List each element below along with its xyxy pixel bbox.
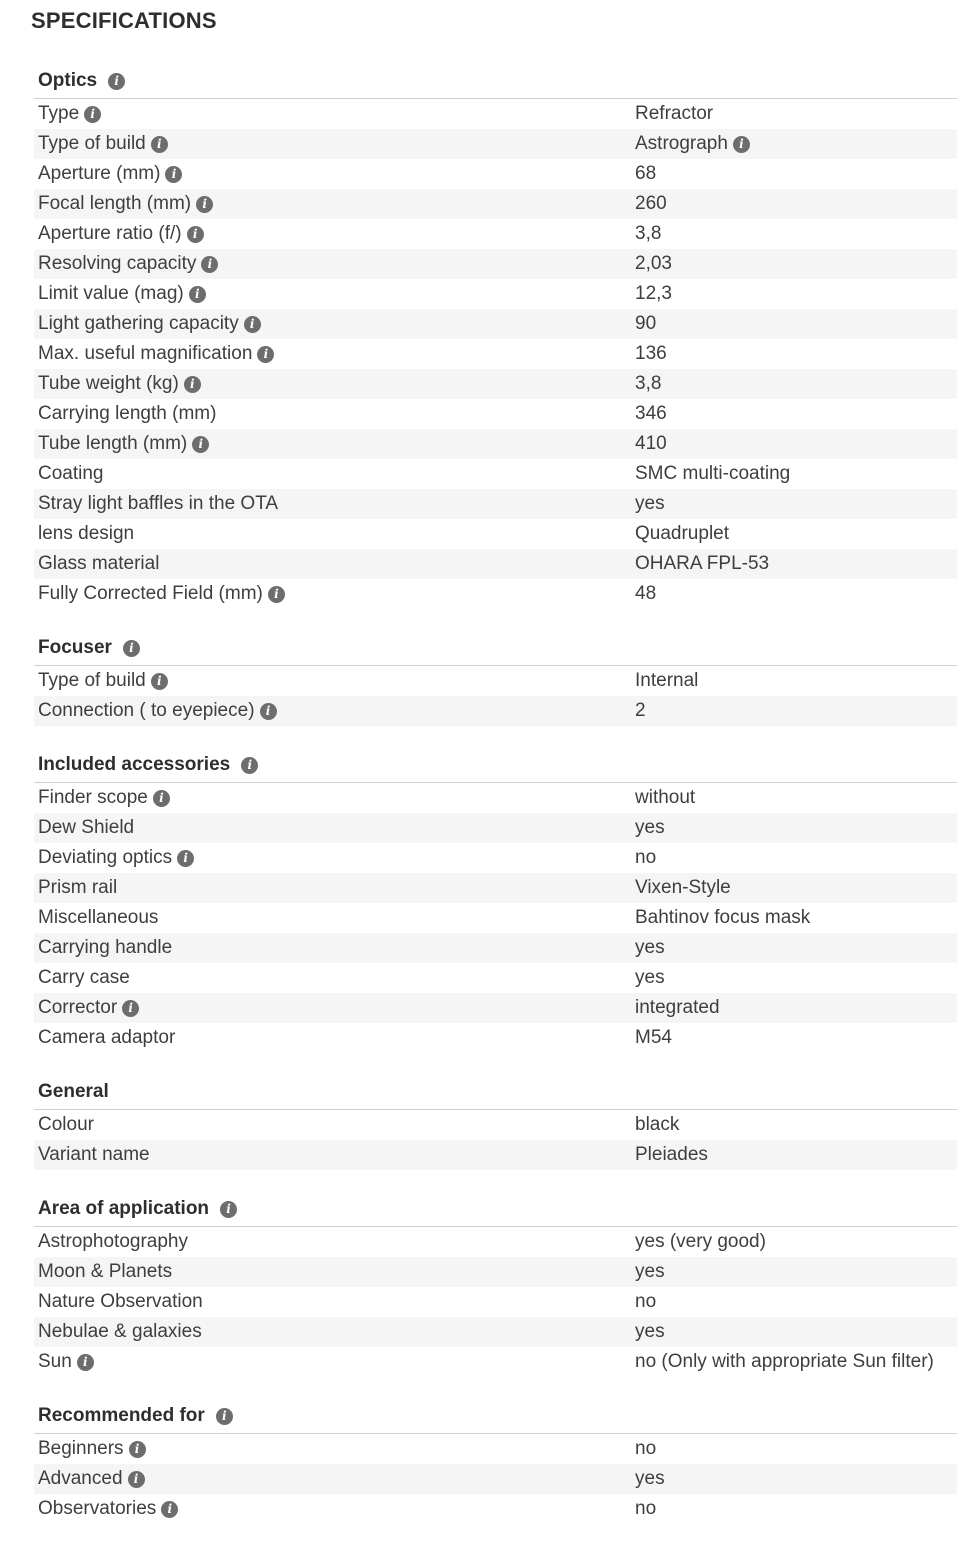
spec-label-cell (34, 1321, 635, 1343)
spec-value-cell (635, 523, 957, 545)
spec-label: Type of build (38, 133, 146, 154)
spec-label: lens design (38, 523, 135, 544)
spec-row (34, 399, 957, 429)
spec-value: no (635, 1498, 657, 1519)
spec-section-focuser (34, 631, 957, 726)
spec-label-cell (34, 700, 635, 722)
spec-value: 2,03 (635, 253, 672, 274)
spec-value-cell (635, 163, 957, 185)
spec-row (34, 696, 957, 726)
spec-label: Carrying handle (38, 937, 173, 958)
info-icon[interactable]: i (151, 136, 168, 153)
spec-value: yes (635, 937, 665, 958)
info-icon[interactable]: i (268, 586, 285, 603)
spec-row (34, 189, 957, 219)
spec-value: yes (635, 1261, 665, 1282)
spec-label: Deviating optics (38, 847, 173, 868)
spec-label-cell (34, 283, 635, 305)
info-icon[interactable]: i (260, 703, 277, 720)
spec-value: 90 (635, 313, 657, 334)
spec-label-cell (34, 937, 635, 959)
spec-label: Dew Shield (38, 817, 135, 838)
spec-row (34, 783, 957, 813)
spec-value-cell (635, 1144, 957, 1166)
spec-value-cell (635, 1261, 957, 1283)
spec-value: yes (very good) (635, 1231, 766, 1252)
spec-label-cell (34, 463, 635, 485)
spec-value: yes (635, 493, 665, 514)
spec-section-general (34, 1075, 957, 1170)
spec-value: yes (635, 1321, 665, 1342)
spec-label-cell (34, 1027, 635, 1049)
spec-value: 2 (635, 700, 646, 721)
spec-label-cell (34, 1438, 635, 1460)
spec-value: no (635, 1291, 657, 1312)
spec-value: 346 (635, 403, 667, 424)
spec-label-cell (34, 493, 635, 515)
page-title: SPECIFICATIONS (31, 8, 217, 33)
spec-label-cell (34, 907, 635, 929)
info-icon[interactable]: i (244, 316, 261, 333)
section-rows (34, 1110, 957, 1170)
spec-value-cell (635, 463, 957, 485)
spec-value-cell (635, 877, 957, 899)
spec-value: Bahtinov focus mask (635, 907, 811, 928)
section-rows (34, 1434, 957, 1524)
spec-label-cell (34, 1261, 635, 1283)
spec-row (34, 813, 957, 843)
spec-label: Camera adaptor (38, 1027, 176, 1048)
spec-value-cell (635, 1351, 957, 1373)
spec-value-cell (635, 670, 957, 692)
spec-value-cell (635, 373, 957, 395)
spec-label-cell (34, 343, 635, 365)
spec-value-cell (635, 193, 957, 215)
spec-label-cell (34, 193, 635, 215)
info-icon[interactable]: i (201, 256, 218, 273)
info-icon[interactable]: i (129, 1441, 146, 1458)
info-icon[interactable]: i (153, 790, 170, 807)
spec-row (34, 519, 957, 549)
spec-row (34, 1494, 957, 1524)
spec-label: Resolving capacity (38, 253, 197, 274)
spec-label-cell (34, 583, 635, 605)
spec-row (34, 159, 957, 189)
spec-value-cell (635, 103, 957, 125)
info-icon[interactable]: i (123, 640, 140, 657)
spec-value-cell (635, 700, 957, 722)
spec-value: yes (635, 817, 665, 838)
info-icon[interactable]: i (177, 850, 194, 867)
info-icon[interactable]: i (151, 673, 168, 690)
spec-row (34, 1110, 957, 1140)
spec-value-cell (635, 997, 957, 1019)
spec-row (34, 903, 957, 933)
spec-value: 410 (635, 433, 667, 454)
spec-row (34, 1287, 957, 1317)
spec-label-cell (34, 1351, 635, 1373)
spec-label: Nebulae & galaxies (38, 1321, 202, 1342)
spec-row (34, 666, 957, 696)
spec-row (34, 219, 957, 249)
spec-label: Type of build (38, 670, 146, 691)
spec-row (34, 1140, 957, 1170)
spec-label: Astrophotography (38, 1231, 188, 1252)
spec-value-cell (635, 1438, 957, 1460)
spec-label-cell (34, 817, 635, 839)
spec-value: Refractor (635, 103, 714, 124)
spec-row (34, 279, 957, 309)
spec-value-cell (635, 967, 957, 989)
spec-label-cell (34, 403, 635, 425)
spec-row (34, 963, 957, 993)
spec-section-included-accessories (34, 748, 957, 1053)
info-icon[interactable]: i (220, 1201, 237, 1218)
section-header (34, 1075, 957, 1110)
spec-row (34, 459, 957, 489)
spec-row (34, 489, 957, 519)
spec-row (34, 1023, 957, 1053)
section-rows (34, 1227, 957, 1377)
spec-label: Prism rail (38, 877, 118, 898)
info-icon[interactable]: i (241, 757, 258, 774)
spec-value-cell (635, 313, 957, 335)
info-icon[interactable]: i (77, 1354, 94, 1371)
spec-value: yes (635, 967, 665, 988)
spec-section-recommended-for (34, 1399, 957, 1524)
spec-value-cell (635, 283, 957, 305)
spec-label-cell (34, 373, 635, 395)
spec-label-cell (34, 1291, 635, 1313)
spec-value-cell (635, 1291, 957, 1313)
section-rows (34, 99, 957, 609)
spec-label: Corrector (38, 997, 118, 1018)
spec-label-cell (34, 523, 635, 545)
spec-row (34, 249, 957, 279)
spec-value: no (635, 1438, 657, 1459)
spec-row (34, 993, 957, 1023)
spec-value: 12,3 (635, 283, 672, 304)
spec-value: M54 (635, 1027, 672, 1048)
info-icon[interactable]: i (108, 73, 125, 90)
info-icon[interactable]: i (161, 1501, 178, 1518)
spec-value-cell (635, 403, 957, 425)
spec-value-cell (635, 1321, 957, 1343)
info-icon[interactable]: i (122, 1000, 139, 1017)
spec-label: Max. useful magnification (38, 343, 253, 364)
spec-label: Observatories (38, 1498, 157, 1519)
spec-value-cell (635, 787, 957, 809)
spec-value: SMC multi-coating (635, 463, 791, 484)
spec-value: without (635, 787, 696, 808)
spec-label-cell (34, 553, 635, 575)
section-title: Recommended for (38, 1405, 205, 1426)
spec-label: Coating (38, 463, 104, 484)
spec-label-cell (34, 313, 635, 335)
spec-label: Aperture (mm) (38, 163, 161, 184)
spec-value-cell (635, 937, 957, 959)
spec-label: Variant name (38, 1144, 150, 1165)
section-title: Focuser (38, 637, 112, 658)
spec-label: Carrying length (mm) (38, 403, 217, 424)
spec-row (34, 843, 957, 873)
spec-value-cell (635, 1114, 957, 1136)
spec-row (34, 129, 957, 159)
spec-value: Quadruplet (635, 523, 730, 544)
spec-label-cell (34, 133, 635, 155)
spec-row (34, 339, 957, 369)
spec-value: 260 (635, 193, 667, 214)
spec-value-cell (635, 1231, 957, 1253)
spec-row (34, 933, 957, 963)
spec-label-cell (34, 1144, 635, 1166)
spec-value: Pleiades (635, 1144, 708, 1165)
spec-value-cell (635, 343, 957, 365)
spec-value-cell (635, 583, 957, 605)
spec-label: Aperture ratio (f/) (38, 223, 182, 244)
specifications-table (34, 64, 957, 1546)
section-rows (34, 783, 957, 1053)
spec-value-cell (635, 907, 957, 929)
spec-value: no (635, 847, 657, 868)
spec-row (34, 1347, 957, 1377)
spec-label: Fully Corrected Field (mm) (38, 583, 263, 604)
spec-value-cell (635, 253, 957, 275)
spec-label: Tube length (mm) (38, 433, 188, 454)
spec-value-cell (635, 847, 957, 869)
section-header (34, 1192, 957, 1227)
spec-label: Stray light baffles in the OTA (38, 493, 279, 514)
spec-value-cell (635, 493, 957, 515)
section-header (34, 64, 957, 99)
section-title: Area of application (38, 1198, 210, 1219)
spec-label-cell (34, 433, 635, 455)
spec-value: 48 (635, 583, 657, 604)
info-icon[interactable]: i (196, 196, 213, 213)
spec-label-cell (34, 1114, 635, 1136)
spec-label-cell (34, 223, 635, 245)
spec-label-cell (34, 967, 635, 989)
spec-label-cell (34, 997, 635, 1019)
section-header (34, 748, 957, 783)
spec-value: integrated (635, 997, 720, 1018)
spec-label: Advanced (38, 1468, 123, 1489)
spec-row (34, 429, 957, 459)
spec-label-cell (34, 1231, 635, 1253)
spec-value: black (635, 1114, 680, 1135)
spec-value: 3,8 (635, 223, 662, 244)
spec-label-cell (34, 1468, 635, 1490)
spec-value-cell (635, 133, 957, 155)
spec-row (34, 369, 957, 399)
spec-row (34, 1257, 957, 1287)
spec-label: Nature Observation (38, 1291, 203, 1312)
section-header (34, 1399, 957, 1434)
spec-label-cell (34, 163, 635, 185)
spec-row (34, 99, 957, 129)
spec-value-cell (635, 1498, 957, 1520)
spec-row (34, 579, 957, 609)
spec-value: Astrograph (635, 133, 728, 154)
spec-label-cell (34, 847, 635, 869)
spec-value-cell (635, 223, 957, 245)
spec-label: Connection ( to eyepiece) (38, 700, 255, 721)
spec-label: Sun (38, 1351, 72, 1372)
spec-label-cell (34, 103, 635, 125)
spec-label: Moon & Planets (38, 1261, 173, 1282)
spec-label: Glass material (38, 553, 160, 574)
spec-value-cell (635, 1468, 957, 1490)
section-header (34, 631, 957, 666)
spec-label: Colour (38, 1114, 94, 1135)
spec-label-cell (34, 1498, 635, 1520)
info-icon[interactable]: i (216, 1408, 233, 1425)
spec-label: Limit value (mag) (38, 283, 184, 304)
spec-value: 68 (635, 163, 657, 184)
info-icon[interactable]: i (189, 286, 206, 303)
section-title: Optics (38, 70, 98, 91)
info-icon[interactable]: i (184, 376, 201, 393)
spec-value: OHARA FPL-53 (635, 553, 770, 574)
spec-value: Internal (635, 670, 699, 691)
spec-value-cell (635, 817, 957, 839)
spec-value-cell (635, 433, 957, 455)
spec-row (34, 1464, 957, 1494)
spec-row (34, 1434, 957, 1464)
spec-label: Light gathering capacity (38, 313, 239, 334)
spec-label: Miscellaneous (38, 907, 159, 928)
info-icon[interactable]: i (733, 136, 750, 153)
spec-label-cell (34, 877, 635, 899)
spec-label: Focal length (mm) (38, 193, 192, 214)
section-rows (34, 666, 957, 726)
spec-value: 3,8 (635, 373, 662, 394)
spec-label: Beginners (38, 1438, 124, 1459)
section-title: Included accessories (38, 754, 231, 775)
section-title: General (38, 1081, 109, 1102)
spec-row (34, 1317, 957, 1347)
info-icon[interactable]: i (128, 1471, 145, 1488)
spec-section-optics (34, 64, 957, 609)
spec-row (34, 873, 957, 903)
spec-row (34, 309, 957, 339)
spec-value: no (Only with appropriate Sun filter) (635, 1351, 934, 1372)
spec-section-area-of-application (34, 1192, 957, 1377)
spec-value-cell (635, 553, 957, 575)
info-icon[interactable]: i (165, 166, 182, 183)
spec-label-cell (34, 253, 635, 275)
spec-label: Finder scope (38, 787, 148, 808)
spec-value: 136 (635, 343, 667, 364)
spec-value: yes (635, 1468, 665, 1489)
spec-value-cell (635, 1027, 957, 1049)
spec-label-cell (34, 787, 635, 809)
spec-row (34, 549, 957, 579)
spec-label: Type (38, 103, 80, 124)
spec-value: Vixen-Style (635, 877, 731, 898)
spec-label: Tube weight (kg) (38, 373, 179, 394)
info-icon[interactable]: i (192, 436, 209, 453)
spec-label-cell (34, 670, 635, 692)
spec-label: Carry case (38, 967, 130, 988)
info-icon[interactable]: i (84, 106, 101, 123)
spec-row (34, 1227, 957, 1257)
info-icon[interactable]: i (187, 226, 204, 243)
info-icon[interactable]: i (257, 346, 274, 363)
